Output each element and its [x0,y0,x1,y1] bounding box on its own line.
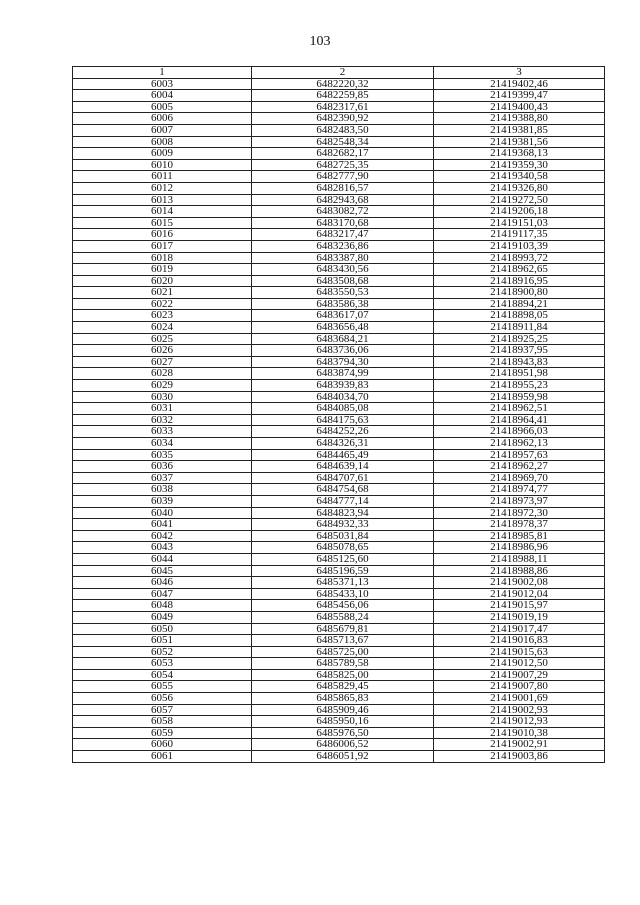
table-row [73,704,605,716]
table-row [73,124,605,136]
point-number-cell: 6036 [73,461,252,473]
table-row [73,623,605,635]
point-number-cell: 6021 [73,287,252,299]
x-coordinate-cell: 6485196,59 [252,565,434,577]
point-number-cell: 6015 [73,217,252,229]
table-row [73,530,605,542]
x-coordinate-cell: 6482220,32 [252,78,434,90]
point-number-cell: 6016 [73,229,252,241]
point-number-cell: 6026 [73,345,252,357]
y-coordinate-cell: 21419002,91 [434,739,605,751]
point-number-cell: 6048 [73,600,252,612]
x-coordinate-cell: 6485371,13 [252,577,434,589]
point-number-cell: 6053 [73,658,252,670]
point-number-cell: 6003 [73,78,252,90]
table-row [73,275,605,287]
y-coordinate-cell: 21419017,47 [434,623,605,635]
y-coordinate-cell: 21418911,84 [434,322,605,334]
x-coordinate-cell: 6484085,08 [252,403,434,415]
table-row [73,113,605,125]
y-coordinate-cell: 21419019,19 [434,611,605,623]
page-number: 103 [309,34,331,49]
x-coordinate-cell: 6484932,33 [252,519,434,531]
point-number-cell: 6035 [73,449,252,461]
table-row [73,229,605,241]
table-row [73,345,605,357]
y-coordinate-cell: 21418988,11 [434,553,605,565]
point-number-cell: 6044 [73,553,252,565]
table-row [73,507,605,519]
y-coordinate-cell: 21419007,29 [434,669,605,681]
y-coordinate-cell: 21419012,93 [434,716,605,728]
y-coordinate-cell: 21419002,08 [434,577,605,589]
table-row [73,658,605,670]
point-number-cell: 6059 [73,727,252,739]
column-header-1: 1 [73,67,252,79]
point-number-cell: 6030 [73,391,252,403]
table-row [73,298,605,310]
point-number-cell: 6040 [73,507,252,519]
table-row [73,194,605,206]
point-number-cell: 6039 [73,495,252,507]
x-coordinate-cell: 6482777,90 [252,171,434,183]
point-number-cell: 6027 [73,356,252,368]
y-coordinate-cell: 21418943,83 [434,356,605,368]
point-number-cell: 6047 [73,588,252,600]
y-coordinate-cell: 21418937,95 [434,345,605,357]
x-coordinate-cell: 6483217,47 [252,229,434,241]
y-coordinate-cell: 21419003,86 [434,751,605,763]
table-row [73,356,605,368]
table-row [73,217,605,229]
table-row [73,553,605,565]
x-coordinate-cell: 6485713,67 [252,635,434,647]
x-coordinate-cell: 6483736,06 [252,345,434,357]
x-coordinate-cell: 6484252,26 [252,426,434,438]
x-coordinate-cell: 6485976,50 [252,727,434,739]
table-row [73,461,605,473]
point-number-cell: 6004 [73,90,252,102]
y-coordinate-cell: 21418985,81 [434,530,605,542]
x-coordinate-cell: 6482483,50 [252,124,434,136]
x-coordinate-cell: 6485725,00 [252,646,434,658]
table-body [73,78,605,762]
point-number-cell: 6051 [73,635,252,647]
y-coordinate-cell: 21419326,80 [434,182,605,194]
x-coordinate-cell: 6485909,46 [252,704,434,716]
table-row [73,751,605,763]
y-coordinate-cell: 21418988,86 [434,565,605,577]
y-coordinate-cell: 21419399,47 [434,90,605,102]
y-coordinate-cell: 21418993,72 [434,252,605,264]
point-number-cell: 6043 [73,542,252,554]
coordinates-table [72,66,605,763]
point-number-cell: 6029 [73,380,252,392]
x-coordinate-cell: 6485588,24 [252,611,434,623]
table-row [73,669,605,681]
point-number-cell: 6046 [73,577,252,589]
x-coordinate-cell: 6482317,61 [252,101,434,113]
x-coordinate-cell: 6484777,14 [252,495,434,507]
y-coordinate-cell: 21419151,03 [434,217,605,229]
y-coordinate-cell: 21419016,83 [434,635,605,647]
y-coordinate-cell: 21418957,63 [434,449,605,461]
point-number-cell: 6006 [73,113,252,125]
x-coordinate-cell: 6485031,84 [252,530,434,542]
table-row [73,391,605,403]
y-coordinate-cell: 21419402,46 [434,78,605,90]
point-number-cell: 6058 [73,716,252,728]
y-coordinate-cell: 21418966,03 [434,426,605,438]
point-number-cell: 6054 [73,669,252,681]
y-coordinate-cell: 21419015,97 [434,600,605,612]
x-coordinate-cell: 6485789,58 [252,658,434,670]
x-coordinate-cell: 6483550,53 [252,287,434,299]
point-number-cell: 6017 [73,240,252,252]
x-coordinate-cell: 6484175,63 [252,414,434,426]
x-coordinate-cell: 6485825,00 [252,669,434,681]
x-coordinate-cell: 6483656,48 [252,322,434,334]
x-coordinate-cell: 6485456,06 [252,600,434,612]
x-coordinate-cell: 6482259,85 [252,90,434,102]
point-number-cell: 6056 [73,693,252,705]
point-number-cell: 6009 [73,148,252,160]
table-header-row [73,67,605,79]
table-row [73,577,605,589]
table-row [73,368,605,380]
point-number-cell: 6019 [73,264,252,276]
y-coordinate-cell: 21419381,85 [434,124,605,136]
point-number-cell: 6024 [73,322,252,334]
y-coordinate-cell: 21418964,41 [434,414,605,426]
x-coordinate-cell: 6483794,30 [252,356,434,368]
table-row [73,136,605,148]
y-coordinate-cell: 21418916,95 [434,275,605,287]
point-number-cell: 6025 [73,333,252,345]
point-number-cell: 6023 [73,310,252,322]
point-number-cell: 6018 [73,252,252,264]
y-coordinate-cell: 21419103,39 [434,240,605,252]
table-row [73,403,605,415]
point-number-cell: 6038 [73,484,252,496]
point-number-cell: 6031 [73,403,252,415]
x-coordinate-cell: 6483387,80 [252,252,434,264]
x-coordinate-cell: 6485078,65 [252,542,434,554]
x-coordinate-cell: 6484707,61 [252,472,434,484]
y-coordinate-cell: 21418955,23 [434,380,605,392]
y-coordinate-cell: 21419206,18 [434,206,605,218]
point-number-cell: 6014 [73,206,252,218]
point-number-cell: 6033 [73,426,252,438]
x-coordinate-cell: 6485950,16 [252,716,434,728]
table-row [73,322,605,334]
x-coordinate-cell: 6485679,81 [252,623,434,635]
table-row [73,693,605,705]
point-number-cell: 6045 [73,565,252,577]
x-coordinate-cell: 6482943,68 [252,194,434,206]
table-row [73,287,605,299]
x-coordinate-cell: 6482725,35 [252,159,434,171]
x-coordinate-cell: 6485829,45 [252,681,434,693]
table-row [73,438,605,450]
table-row [73,414,605,426]
table-row [73,739,605,751]
x-coordinate-cell: 6486051,92 [252,751,434,763]
x-coordinate-cell: 6483236,86 [252,240,434,252]
y-coordinate-cell: 21419359,30 [434,159,605,171]
x-coordinate-cell: 6484823,94 [252,507,434,519]
x-coordinate-cell: 6485865,83 [252,693,434,705]
point-number-cell: 6032 [73,414,252,426]
y-coordinate-cell: 21418972,30 [434,507,605,519]
column-header-3: 3 [434,67,605,79]
point-number-cell: 6052 [73,646,252,658]
x-coordinate-cell: 6483082,72 [252,206,434,218]
y-coordinate-cell: 21419012,50 [434,658,605,670]
point-number-cell: 6010 [73,159,252,171]
y-coordinate-cell: 21418959,98 [434,391,605,403]
x-coordinate-cell: 6483874,99 [252,368,434,380]
x-coordinate-cell: 6482682,17 [252,148,434,160]
point-number-cell: 6060 [73,739,252,751]
table-row [73,681,605,693]
y-coordinate-cell: 21419117,35 [434,229,605,241]
x-coordinate-cell: 6483170,68 [252,217,434,229]
table-row [73,519,605,531]
table-row [73,646,605,658]
y-coordinate-cell: 21418898,05 [434,310,605,322]
table-row [73,635,605,647]
column-header-2: 2 [252,67,434,79]
point-number-cell: 6022 [73,298,252,310]
table-row [73,565,605,577]
table-row [73,148,605,160]
table-row [73,484,605,496]
point-number-cell: 6028 [73,368,252,380]
y-coordinate-cell: 21418969,70 [434,472,605,484]
x-coordinate-cell: 6482548,34 [252,136,434,148]
x-coordinate-cell: 6482816,57 [252,182,434,194]
x-coordinate-cell: 6484034,70 [252,391,434,403]
y-coordinate-cell: 21419272,50 [434,194,605,206]
x-coordinate-cell: 6482390,92 [252,113,434,125]
table-row [73,611,605,623]
y-coordinate-cell: 21419340,58 [434,171,605,183]
x-coordinate-cell: 6483586,38 [252,298,434,310]
y-coordinate-cell: 21419381,56 [434,136,605,148]
x-coordinate-cell: 6483508,68 [252,275,434,287]
y-coordinate-cell: 21419010,38 [434,727,605,739]
table-row [73,206,605,218]
point-number-cell: 6037 [73,472,252,484]
table-row [73,90,605,102]
table-row [73,101,605,113]
x-coordinate-cell: 6483617,07 [252,310,434,322]
y-coordinate-cell: 21418986,96 [434,542,605,554]
table-row [73,310,605,322]
point-number-cell: 6041 [73,519,252,531]
y-coordinate-cell: 21418978,37 [434,519,605,531]
y-coordinate-cell: 21419007,80 [434,681,605,693]
point-number-cell: 6042 [73,530,252,542]
table-row [73,727,605,739]
point-number-cell: 6020 [73,275,252,287]
table-row [73,78,605,90]
x-coordinate-cell: 6483684,21 [252,333,434,345]
point-number-cell: 6013 [73,194,252,206]
y-coordinate-cell: 21418951,98 [434,368,605,380]
point-number-cell: 6061 [73,751,252,763]
x-coordinate-cell: 6485433,10 [252,588,434,600]
table-row [73,240,605,252]
y-coordinate-cell: 21419368,13 [434,148,605,160]
table-row [73,380,605,392]
y-coordinate-cell: 21418974,77 [434,484,605,496]
x-coordinate-cell: 6486006,52 [252,739,434,751]
y-coordinate-cell: 21419012,04 [434,588,605,600]
table-row [73,252,605,264]
table-row [73,542,605,554]
table-row [73,472,605,484]
x-coordinate-cell: 6484326,31 [252,438,434,450]
point-number-cell: 6050 [73,623,252,635]
table-row [73,449,605,461]
y-coordinate-cell: 21419002,93 [434,704,605,716]
x-coordinate-cell: 6484754,68 [252,484,434,496]
y-coordinate-cell: 21418962,13 [434,438,605,450]
table-row [73,171,605,183]
point-number-cell: 6012 [73,182,252,194]
y-coordinate-cell: 21419388,80 [434,113,605,125]
point-number-cell: 6011 [73,171,252,183]
point-number-cell: 6034 [73,438,252,450]
y-coordinate-cell: 21419015,63 [434,646,605,658]
y-coordinate-cell: 21418925,25 [434,333,605,345]
y-coordinate-cell: 21418962,27 [434,461,605,473]
point-number-cell: 6007 [73,124,252,136]
point-number-cell: 6057 [73,704,252,716]
y-coordinate-cell: 21418900,80 [434,287,605,299]
x-coordinate-cell: 6484639,14 [252,461,434,473]
table-row [73,716,605,728]
x-coordinate-cell: 6483939,83 [252,380,434,392]
point-number-cell: 6005 [73,101,252,113]
y-coordinate-cell: 21418894,21 [434,298,605,310]
x-coordinate-cell: 6483430,56 [252,264,434,276]
table-row [73,333,605,345]
table-row [73,495,605,507]
x-coordinate-cell: 6485125,60 [252,553,434,565]
table-row [73,264,605,276]
y-coordinate-cell: 21419001,69 [434,693,605,705]
y-coordinate-cell: 21418973,97 [434,495,605,507]
table-row [73,426,605,438]
table-row [73,588,605,600]
y-coordinate-cell: 21418962,65 [434,264,605,276]
table-row [73,159,605,171]
y-coordinate-cell: 21418962,51 [434,403,605,415]
point-number-cell: 6049 [73,611,252,623]
point-number-cell: 6055 [73,681,252,693]
x-coordinate-cell: 6484465,49 [252,449,434,461]
table-row [73,600,605,612]
point-number-cell: 6008 [73,136,252,148]
table-row [73,182,605,194]
y-coordinate-cell: 21419400,43 [434,101,605,113]
